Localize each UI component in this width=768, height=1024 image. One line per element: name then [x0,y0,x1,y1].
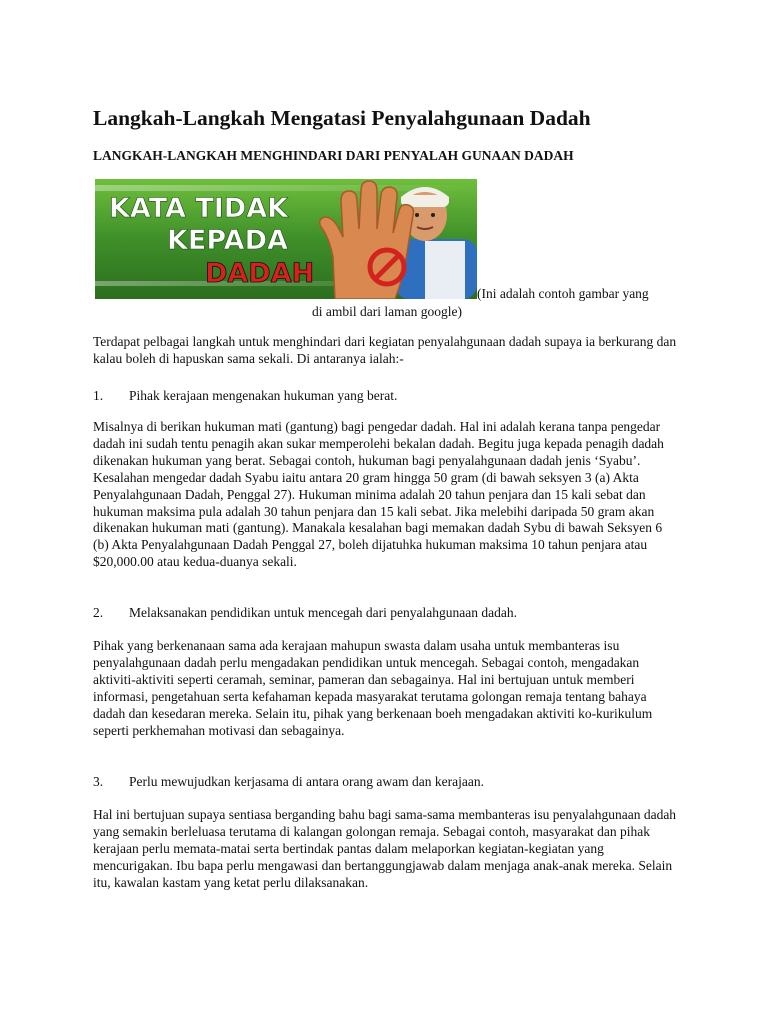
list-heading: Perlu mewujudkan kerjasama di antara orang awam dan kerajaan. [129,774,484,789]
list-number: 2. [93,605,104,620]
list-item-1 [93,387,683,404]
intro-paragraph: Terdapat pelbagai langkah untuk menghindari dari kegiatan penyalahgunaan dadah supaya ia berkurang dan kalau boleh di hapuskan sama sekali. Di antaranya ialah:- [93,334,677,366]
list-item-3 [93,773,683,790]
paragraph-item-1: Misalnya di berikan hukuman mati (gantung) bagi pengedar dadah. Hal ini adalah kerana tanpa pengedar dadah ini sudah tentu penagih akan sukar memperolehi bekalan dadah. Begitu juga kepada penagih dadah dikenakan hukuman yang berat. Sebagai contoh, hukuman bagi penyalahgunaan dadah jenis ‘Syabu’. Kesalahan mengedar dadah Syabu iaitu antara 20 gram hingga 50 gram (di bawah seksyen 3 (a) Akta Penyalahgunaan Dadah, Penggal 27). Hukuman minima adalah 20 tahun penjara dan 15 kali sebat dan hukuman maksima pula adalah 30 tahun penjara dan 15 kali sebat. Jika melebihi daripada 50 gram akan dikenakan hukuman mati (gantung). Manakala kesalahan bagi memakan dadah Sybu di bawah Seksyen 6 (b) Akta Penyalahgunaan Dadah Penggal 27, boleh dijatuhka hukuman maksima 10 tahun penjara atau $20,000.00 atau kedua-duanya sekali. [93,419,664,570]
list-item-2 [93,604,683,621]
anti-drug-banner-image [95,179,477,299]
document-subtitle: LANGKAH-LANGKAH MENGHINDARI DARI PENYALAH GUNAAN DADAH [93,148,574,163]
banner-line-2: KEPADA [167,225,288,256]
document-title: Langkah-Langkah Mengatasi Penyalahgunaan Dadah [93,106,591,130]
image-caption-line-2: di ambil dari laman google) [312,304,462,319]
paragraph-item-2: Pihak yang berkenanaan sama ada kerajaan mahupun swasta dalam usaha untuk membanteras isu penyalahgunaan dadah perlu mengadakan pendidikan untuk mencegah. Sebagai contoh, mengadakan aktiviti-aktiviti seperti ceramah, seminar, pameran dan sebagainya. Hal ini bertujuan untuk memberi informasi, pengetahuan serta kefahaman kepada masyarakat terutama golongan remaja tentang bahaya dadah dan kesedaran mereka. Selain itu, pihak yang berkenaan boeh mengadakan aktiviti ko-kurikulum seperti perkhemahan motivasi dan sebagainya. [93,638,653,738]
list-number: 3. [93,774,104,789]
image-caption-line-1: (Ini adalah contoh gambar yang [477,286,649,301]
banner-line-1: KATA TIDAK [109,193,289,224]
banner-line-3: DADAH [205,258,315,289]
paragraph-item-3: Hal ini bertujuan supaya sentiasa berganding bahu bagi sama-sama membanteras isu penyalahgunaan dadah yang semakin berleluasa terutama di kalangan golongan remaja. Sebagai contoh, masyarakat dan pihak kerajaan perlu memata-matai serta bertindak pantas dalam melaporkan kegiatan-kegiatan yang mencurigakan. Ibu bapa perlu mengawasi dan bertanggungjawab dalam menjaga anak-anak mereka. Selain itu, kawalan kastam yang ketat perlu dilaksanakan. [93,807,677,890]
list-heading: Melaksanakan pendidikan untuk mencegah dari penyalahgunaan dadah. [129,605,517,620]
list-number: 1. [93,388,104,403]
list-heading: Pihak kerajaan mengenakan hukuman yang berat. [129,388,398,403]
